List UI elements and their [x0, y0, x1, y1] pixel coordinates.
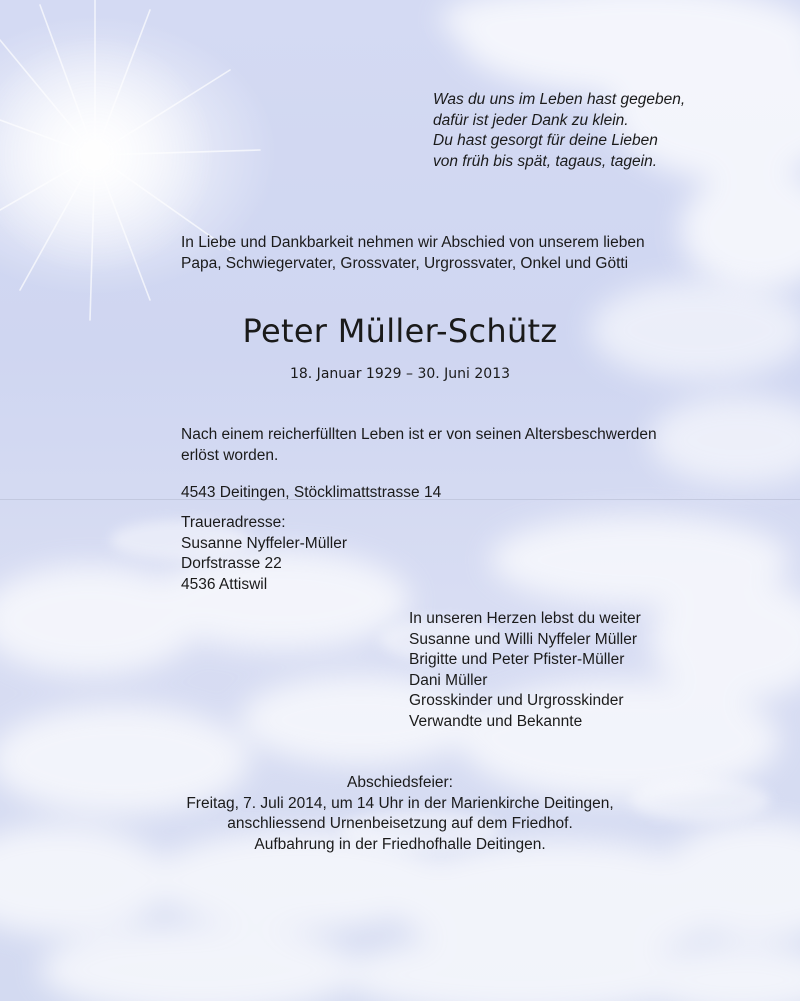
- family-line: In unseren Herzen lebst du weiter: [409, 610, 641, 627]
- release-line: erlöst worden.: [181, 446, 279, 464]
- release-text: [181, 425, 657, 466]
- family-line: Dani Müller: [409, 671, 488, 689]
- ceremony-info: [0, 773, 800, 855]
- family-list: [409, 609, 641, 732]
- mourning-address-line: 4536 Attiswil: [181, 575, 268, 593]
- mourning-address-line: Dorfstrasse 22: [181, 555, 282, 572]
- cloud-lower: [0, 515, 800, 1001]
- deceased-name: Peter Müller-Schütz: [242, 312, 558, 350]
- intro-text: [181, 233, 645, 274]
- release-line: Nach einem reicherfüllten Leben ist er von seinen Altersbeschwerden: [181, 426, 657, 443]
- family-line: Susanne und Willi Nyffeler Müller: [409, 630, 638, 648]
- family-line: Verwandte und Bekannte: [409, 712, 583, 730]
- poem-line: Du hast gesorgt für deine Lieben: [433, 132, 658, 149]
- life-dates: 18. Januar 1929 – 30. Juni 2013: [289, 366, 511, 382]
- mourning-address-label: Traueradresse:: [181, 514, 286, 531]
- ceremony-line: Freitag, 7. Juli 2014, um 14 Uhr in der Marienkirche Deitingen,: [186, 794, 614, 812]
- ceremony-line: Aufbahrung in der Friedhofhalle Deitingen.: [254, 835, 546, 853]
- ceremony-heading: Abschiedsfeier:: [347, 774, 453, 791]
- poem-line: dafür ist jeder Dank zu klein.: [433, 111, 629, 129]
- ceremony-line: anschliessend Urnenbeisetzung auf dem Friedhof.: [227, 815, 573, 832]
- intro-line: In Liebe und Dankbarkeit nehmen wir Abschied von unserem lieben: [181, 234, 645, 251]
- family-line: Grosskinder und Urgrosskinder: [409, 692, 624, 709]
- family-line: Brigitte und Peter Pfister-Müller: [409, 651, 625, 668]
- mourning-address-line: Susanne Nyffeler-Müller: [181, 534, 347, 552]
- residence-address: 4543 Deitingen, Stöcklimattstrasse 14: [181, 484, 442, 501]
- mourning-address: [181, 513, 347, 595]
- poem: [433, 90, 685, 172]
- poem-line: Was du uns im Leben hast gegeben,: [433, 91, 686, 108]
- poem-line: von früh bis spät, tagaus, tagein.: [433, 152, 658, 170]
- intro-line: Papa, Schwiegervater, Grossvater, Urgrossvater, Onkel und Götti: [181, 254, 629, 272]
